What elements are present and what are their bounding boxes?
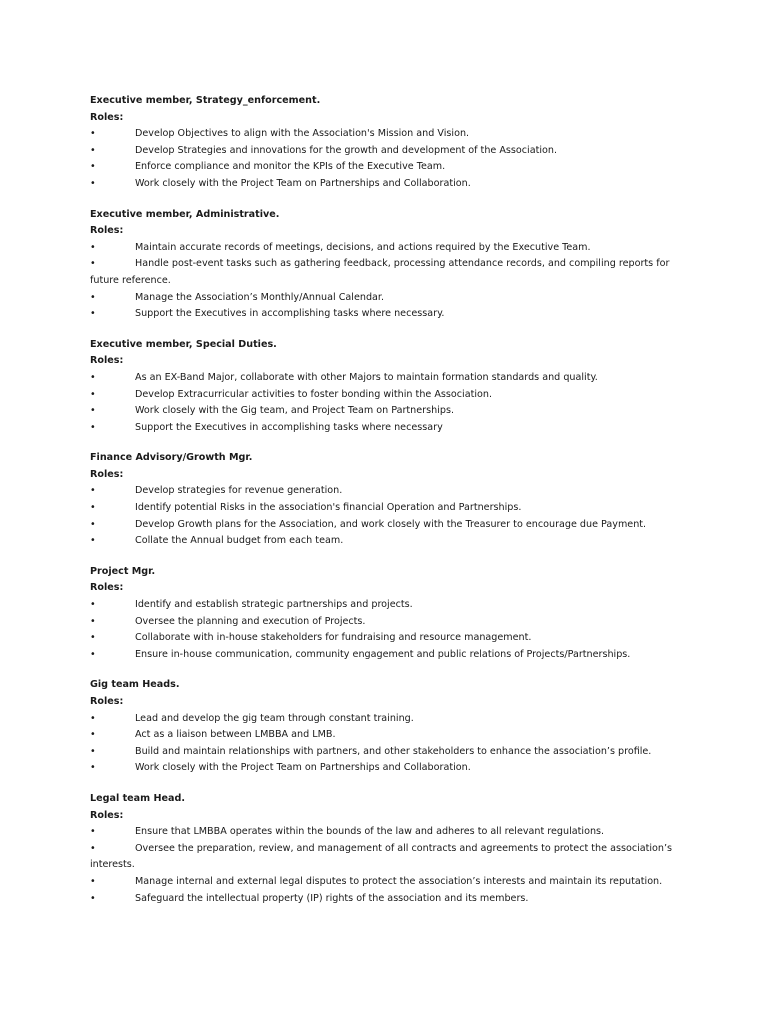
bullet: • bbox=[90, 632, 96, 644]
roles-list bbox=[90, 240, 690, 323]
section-special-duties bbox=[90, 337, 690, 437]
roles-label: Roles: bbox=[90, 696, 124, 707]
role-text: Build and maintain relationships with partners, and other stakeholders to enhance the association’s profile. bbox=[135, 745, 652, 757]
roles-label: Roles: bbox=[90, 355, 124, 367]
bullet: • bbox=[90, 729, 96, 741]
list-item bbox=[90, 159, 690, 176]
role-text: Ensure that LMBBA operates within the bounds of the law and adheres to all relevant regulations. bbox=[135, 826, 605, 838]
list-item bbox=[90, 874, 690, 891]
role-text: Develop Objectives to align with the Association's Mission and Vision. bbox=[135, 128, 470, 140]
roles-label: Roles: bbox=[90, 582, 124, 594]
role-text: Develop Growth plans for the Association, and work closely with the Treasurer to encourage due Payment. bbox=[135, 518, 647, 530]
list-item bbox=[90, 891, 690, 908]
bullet: • bbox=[90, 371, 96, 383]
bullet: • bbox=[90, 258, 96, 270]
roles-label: Roles: bbox=[90, 111, 124, 123]
bullet: • bbox=[90, 826, 96, 838]
section-title: Project Mgr. bbox=[90, 565, 156, 577]
roles-list bbox=[90, 370, 690, 436]
role-text: Collaborate with in-house stakeholders for fundraising and resource management. bbox=[135, 632, 532, 644]
role-text: Manage the Association’s Monthly/Annual Calendar. bbox=[135, 291, 385, 303]
role-text: Support the Executives in accomplishing tasks where necessary bbox=[135, 421, 443, 433]
roles-list bbox=[90, 711, 690, 777]
role-text: Lead and develop the gig team through constant training. bbox=[135, 712, 414, 724]
list-item bbox=[90, 176, 690, 193]
roles-list bbox=[90, 597, 690, 663]
list-item bbox=[90, 744, 690, 761]
section-finance-advisory bbox=[90, 450, 690, 550]
bullet: • bbox=[90, 308, 96, 320]
section-title: Legal team Head. bbox=[90, 792, 186, 804]
role-text: Ensure in-house communication, community engagement and public relations of Projects/Partnerships. bbox=[135, 648, 631, 660]
list-item bbox=[90, 533, 690, 550]
role-text: Enforce compliance and monitor the KPIs of the Executive Team. bbox=[135, 161, 446, 173]
bullet: • bbox=[90, 144, 96, 156]
roles-list bbox=[90, 483, 690, 549]
section-title: Finance Advisory/Growth Mgr. bbox=[90, 452, 253, 464]
section-administrative bbox=[90, 207, 690, 323]
bullet: • bbox=[90, 421, 96, 433]
bullet: • bbox=[90, 485, 96, 497]
list-item bbox=[90, 614, 690, 631]
roles-list bbox=[90, 126, 690, 192]
section-title: Executive member, Administrative. bbox=[90, 208, 280, 220]
section-title: Gig team Heads. bbox=[90, 679, 180, 691]
section-strategy-enforcement bbox=[90, 93, 690, 193]
section-title: Executive member, Special Duties. bbox=[90, 338, 277, 350]
bullet: • bbox=[90, 599, 96, 611]
role-text: Handle post-event tasks such as gathering feedback, processing attendance records, and compiling reports for future reference. bbox=[90, 258, 670, 286]
section-gig-team-heads bbox=[90, 677, 690, 777]
list-item bbox=[90, 711, 690, 728]
bullet: • bbox=[90, 762, 96, 774]
list-item bbox=[90, 483, 690, 500]
list-item bbox=[90, 143, 690, 160]
bullet: • bbox=[90, 842, 96, 854]
role-text: Oversee the planning and execution of Projects. bbox=[135, 615, 366, 627]
role-text: Develop Extracurricular activities to foster bonding within the Association. bbox=[135, 388, 493, 400]
list-item bbox=[90, 306, 690, 323]
roles-label: Roles: bbox=[90, 809, 124, 821]
role-text: Act as a liaison between LMBBA and LMB. bbox=[135, 729, 336, 741]
role-text: As an EX-Band Major, collaborate with other Majors to maintain formation standards and quality. bbox=[135, 371, 598, 383]
list-item bbox=[90, 727, 690, 744]
bullet: • bbox=[90, 241, 96, 253]
bullet: • bbox=[90, 502, 96, 514]
list-item bbox=[90, 290, 690, 307]
bullet: • bbox=[90, 712, 96, 724]
list-item bbox=[90, 841, 690, 874]
list-item bbox=[90, 420, 690, 437]
role-text: Collate the Annual budget from each team. bbox=[135, 535, 344, 547]
list-item bbox=[90, 760, 690, 777]
role-text: Identify and establish strategic partnerships and projects. bbox=[135, 599, 413, 611]
bullet: • bbox=[90, 128, 96, 140]
list-item bbox=[90, 630, 690, 647]
role-text: Work closely with the Project Team on Partnerships and Collaboration. bbox=[135, 762, 471, 774]
role-text: Develop Strategies and innovations for the growth and development of the Association. bbox=[135, 144, 558, 156]
bullet: • bbox=[90, 161, 96, 173]
list-item bbox=[90, 240, 690, 257]
role-text: Manage internal and external legal disputes to protect the association’s interests and maintain its reputation. bbox=[135, 875, 663, 887]
role-text: Work closely with the Gig team, and Project Team on Partnerships. bbox=[135, 405, 454, 417]
list-item bbox=[90, 126, 690, 143]
list-item bbox=[90, 403, 690, 420]
list-item bbox=[90, 500, 690, 517]
list-item bbox=[90, 387, 690, 404]
list-item bbox=[90, 370, 690, 387]
section-project-mgr bbox=[90, 564, 690, 664]
bullet: • bbox=[90, 291, 96, 303]
list-item bbox=[90, 824, 690, 841]
roles-label: Roles: bbox=[90, 225, 124, 237]
list-item bbox=[90, 597, 690, 614]
role-text: Work closely with the Project Team on Partnerships and Collaboration. bbox=[135, 177, 471, 189]
role-text: Develop strategies for revenue generation. bbox=[135, 485, 343, 497]
bullet: • bbox=[90, 648, 96, 660]
role-text: Maintain accurate records of meetings, decisions, and actions required by the Executive Team. bbox=[135, 241, 591, 253]
roles-label: Roles: bbox=[90, 468, 124, 480]
role-text: Support the Executives in accomplishing tasks where necessary. bbox=[135, 308, 445, 320]
section-title: Executive member, Strategy_enforcement. bbox=[90, 95, 321, 106]
list-item bbox=[90, 647, 690, 664]
bullet: • bbox=[90, 388, 96, 400]
bullet: • bbox=[90, 177, 96, 189]
bullet: • bbox=[90, 745, 96, 757]
role-text: Oversee the preparation, review, and management of all contracts and agreements to protect the association’s interests. bbox=[90, 842, 673, 871]
roles-list bbox=[90, 824, 690, 907]
bullet: • bbox=[90, 535, 96, 547]
bullet: • bbox=[90, 875, 96, 887]
list-item bbox=[90, 256, 690, 289]
role-text: Identify potential Risks in the association's financial Operation and Partnerships. bbox=[135, 502, 522, 514]
bullet: • bbox=[90, 405, 96, 417]
list-item bbox=[90, 517, 690, 534]
section-legal-team-head bbox=[90, 791, 690, 907]
bullet: • bbox=[90, 615, 96, 627]
bullet: • bbox=[90, 892, 96, 904]
bullet: • bbox=[90, 518, 96, 530]
role-text: Safeguard the intellectual property (IP) rights of the association and its members. bbox=[135, 892, 529, 904]
document-page bbox=[90, 93, 690, 921]
